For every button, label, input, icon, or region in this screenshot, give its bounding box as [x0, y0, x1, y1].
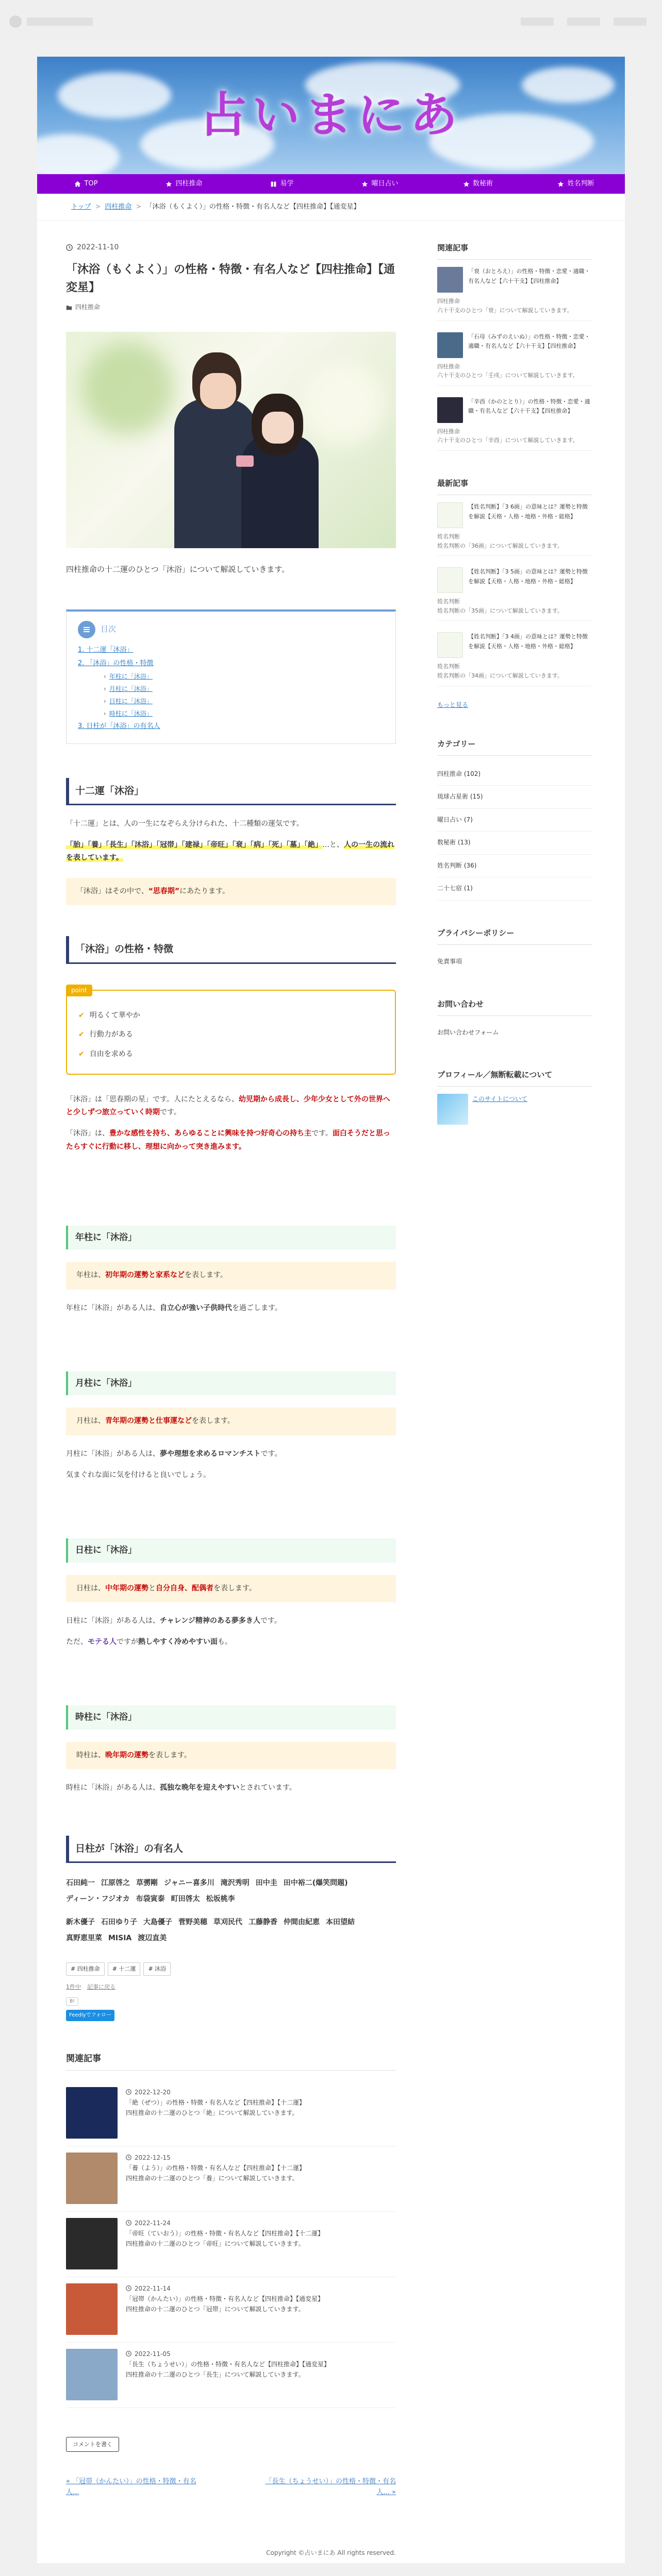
related-title[interactable]: 「冠帯（かんたい）」の性格・特徴・有名人など【四柱推命】【通変星】: [126, 2295, 324, 2303]
famous-person: 滝沢秀明: [220, 1879, 250, 1888]
related-title[interactable]: 「養（よう）」の性格・特徴・有名人など【四柱推命】【十二運】: [126, 2164, 306, 2172]
table-of-contents: [66, 609, 396, 744]
paragraph: 年柱に「沐浴」がある人は、自立心が強い子供時代を過ごします。: [66, 1303, 282, 1312]
info-box: 日柱は、中年期の運勢と自分自身、配偶者を表します。: [66, 1575, 396, 1602]
sidebar-item-category: 四柱推命: [437, 363, 460, 370]
breadcrumb-category[interactable]: 四柱推命: [105, 203, 132, 211]
post-title: 「沐浴（もくよく）」の性格・特徴・有名人など【四柱推命】【通変星】: [66, 263, 395, 294]
related-item[interactable]: [66, 2277, 396, 2343]
info-box: 「沐浴」はその中で、“思春期”にあたります。: [66, 878, 396, 905]
famous-person: 松坂桃李: [206, 1895, 235, 1904]
paragraph: 日柱に「沐浴」がある人は、チャレンジ精神のある夢多き人です。: [66, 1616, 282, 1625]
share-link[interactable]: 1件中: [66, 1984, 81, 1991]
sidebar-item-title[interactable]: 「辛酉（かのととり）」の性格・特徴・恋愛・適職・有名人など【六十干支】【四柱推命】: [468, 398, 590, 415]
paragraph: 「胎」「養」「長生」「沐浴」「冠帯」「建禄」「帝旺」「衰」「病」「死」「墓」「絶」…と、人の一生の流れを表しています。: [66, 840, 394, 862]
paragraph: 時柱に「沐浴」がある人は、孤独な晩年を迎えやすいとされています。: [66, 1783, 296, 1792]
famous-person: 江原啓之: [101, 1879, 130, 1888]
section-heading: 「沐浴」の性格・特徴: [66, 936, 396, 963]
post-lead: 四柱推命の十二運のひとつ「沐浴」について解説していきます。: [66, 564, 290, 574]
sidebar-thumbnail: [437, 332, 463, 358]
toc-item[interactable]: 1. 十二運「沐浴」: [78, 646, 134, 654]
main-content: [66, 241, 396, 2498]
related-thumbnail: [66, 2349, 118, 2400]
sidebar-item-desc: 六十干支のひとつ「辛酉」について解説していきます。: [437, 437, 578, 444]
clock-icon: [126, 2285, 131, 2291]
sidebar-thumbnail: [437, 502, 463, 528]
more-link[interactable]: もっと見る: [437, 701, 469, 708]
sidebar-item-title[interactable]: 【姓名判断】「3 4画」の意味とは？運勢と特徴を解説【天格・人格・地格・外格・総格】: [468, 633, 588, 650]
nav-item[interactable]: [331, 174, 429, 194]
related-date: 2022-11-14: [135, 2284, 171, 2292]
check-icon: ✔: [78, 1011, 85, 1020]
nav-label: TOP: [84, 180, 98, 188]
toc-subitem[interactable]: › 月柱に「沐浴」: [104, 685, 153, 692]
sidebar-item-desc: 姓名判断の「35画」について解説していきます。: [437, 607, 563, 614]
sidebar-item-desc: 姓名判断の「36画」について解説していきます。: [437, 542, 563, 549]
sidebar-item-category: 姓名判断: [437, 663, 460, 670]
sidebar-item-desc: 姓名判断の「34画」について解説していきます。: [437, 672, 563, 679]
site-logo[interactable]: 占いまにあ: [199, 88, 463, 143]
clock-icon: [126, 2089, 131, 2095]
related-date: 2022-11-24: [135, 2219, 171, 2227]
famous-person: 草刈民代: [213, 1918, 242, 1926]
global-nav: [37, 174, 625, 194]
sidebar-thumbnail: [437, 632, 463, 658]
famous-person: 石田純一: [66, 1879, 95, 1888]
post-pager: [66, 2477, 396, 2498]
sidebar-item-title[interactable]: 【姓名判断】「3 6画」の意味とは？運勢と特徴を解説【天格・人格・地格・外格・総格】: [468, 503, 588, 520]
nav-item[interactable]: [527, 174, 625, 194]
site-header[interactable]: [37, 57, 625, 174]
related-list: [66, 2081, 396, 2408]
sidebar-title: カテゴリー: [437, 737, 592, 756]
folder-icon: [66, 304, 72, 311]
tag[interactable]: # 十二運: [108, 1962, 141, 1976]
sidebar-thumbnail: [437, 567, 463, 593]
browser-top-bar: [0, 0, 662, 41]
related-desc: 四柱推命の十二運のひとつ「絶」について解説していきます。: [126, 2109, 299, 2117]
home-icon: [74, 181, 81, 188]
point-item: 行動力がある: [89, 1030, 133, 1039]
related-title[interactable]: 「長生（ちょうせい）」の性格・特徴・有名人など【四柱推命】【通変星】: [126, 2361, 330, 2368]
star-icon: [557, 181, 564, 188]
point-label: point: [66, 985, 92, 997]
section-heading: 日柱が「沐浴」の有名人: [66, 1836, 396, 1863]
sidebar-related-item[interactable]: [437, 332, 592, 362]
tag-list: [66, 1962, 396, 1976]
clock-icon: [126, 2220, 131, 2226]
category-link[interactable]: 二十七宿 (1): [437, 877, 592, 901]
site-title-placeholder: [27, 18, 93, 26]
famous-person: 田中圭: [255, 1879, 277, 1888]
check-icon: ✔: [78, 1050, 85, 1059]
related-item[interactable]: [66, 2212, 396, 2277]
about-link[interactable]: このサイトについて: [472, 1095, 527, 1103]
sidebar-title: プロフィール／無断転載について: [437, 1068, 592, 1087]
toc-title: 目次: [101, 624, 117, 634]
sidebar-item-category: 姓名判断: [437, 533, 460, 540]
sidebar-title: お問い合わせ: [437, 997, 592, 1016]
sidebar-recent-item[interactable]: [437, 632, 592, 662]
nav-item[interactable]: [429, 174, 527, 194]
sidebar-title: プライバシーポリシー: [437, 926, 592, 945]
related-item[interactable]: [66, 2146, 396, 2212]
clock-icon: [126, 2351, 131, 2357]
info-box: 時柱は、晩年期の運勢を表します。: [66, 1742, 396, 1769]
top-menu-placeholder[interactable]: [521, 18, 554, 26]
check-icon: ✔: [78, 1030, 85, 1039]
eyecatch-image: [66, 332, 396, 548]
related-desc: 四柱推命の十二運のひとつ「帝旺」について解説していきます。: [126, 2240, 305, 2248]
nav-item[interactable]: [233, 174, 331, 194]
related-date: 2022-12-15: [135, 2154, 171, 2161]
subsection-heading: 時柱に「沐浴」: [66, 1705, 396, 1730]
clock-icon: [126, 2155, 131, 2160]
famous-person: 工藤静香: [249, 1918, 277, 1926]
paragraph: ただ、モテる人ですが熱しやすく冷めやすい面も。: [66, 1637, 232, 1646]
famous-person: 本田望結: [326, 1918, 355, 1926]
post-date: 2022-11-10: [77, 243, 119, 252]
famous-person: 渡辺直美: [138, 1934, 167, 1942]
nav-label: 曜日占い: [371, 180, 399, 188]
famous-list: [66, 1875, 396, 1946]
toc-item[interactable]: 3. 日柱が「沐浴」の有名人: [78, 722, 160, 730]
point-item: 自由を求める: [89, 1050, 133, 1059]
top-menu-placeholder[interactable]: [614, 18, 647, 26]
copyright: Copyright ©占いまにあ All rights reserved.: [266, 2549, 396, 2557]
prev-post-link[interactable]: « 「冠帯（かんたい）」の性格・特徴・有名人...: [66, 2478, 196, 2497]
nav-item[interactable]: [37, 174, 135, 194]
breadcrumb: トップ > 四柱推命 > 「沐浴（もくよく）」の性格・特徴・有名人など【四柱推命】【通変星】: [37, 194, 625, 221]
paragraph: 「十二運」とは、人の一生になぞらえ分けられた、十二種類の運気です。: [66, 819, 304, 828]
toc-item[interactable]: 2. 「沐浴」の性格・特徴: [78, 659, 154, 667]
breadcrumb-current: 「沐浴（もくよく）」の性格・特徴・有名人など【四柱推命】【通変星】: [145, 203, 360, 211]
sidebar-item-title[interactable]: 「衰（おとろえ）」の性格・特徴・恋愛・適職・有名人など【六十干支】【四柱推命】: [468, 268, 590, 285]
toc-subitem[interactable]: › 時柱に「沐浴」: [104, 710, 153, 717]
related-title[interactable]: 「絶（ぜつ）」の性格・特徴・有名人など【四柱推命】【十二運】: [126, 2099, 306, 2107]
list-icon: [78, 621, 95, 638]
sidebar-item-title[interactable]: 【姓名判断】「3 5画」の意味とは？運勢と特徴を解説【天格・人格・地格・外格・総格】: [468, 568, 588, 585]
profile-image: [437, 1094, 468, 1125]
star-icon: [166, 181, 172, 188]
related-desc: 四柱推命の十二運のひとつ「長生」について解説していきます。: [126, 2371, 305, 2379]
sidebar-item-category: 姓名判断: [437, 598, 460, 605]
category-link[interactable]: 姓名判断 (36): [437, 855, 592, 878]
nav-label: 四柱推命: [175, 180, 203, 188]
feedly-follow-button[interactable]: Feedlyでフォロー: [66, 2010, 114, 2021]
info-box: 年柱は、初年期の運勢と家系などを表します。: [66, 1262, 396, 1289]
book-icon: [270, 181, 277, 188]
paragraph: 「沐浴」は、豊かな感性を持ち、あらゆることに興味を持つ好奇心の持ち主です。面白そうだと思ったらすぐに行動に移し、理想に向かって突き進みます。: [66, 1129, 390, 1151]
sidebar-related-item[interactable]: [437, 397, 592, 427]
category-link[interactable]: 数秘術 (13): [437, 832, 592, 855]
page-wrapper: [37, 57, 625, 2563]
category-link[interactable]: 曜日占い (7): [437, 809, 592, 832]
next-post-link[interactable]: 「長生（ちょうせい）」の性格・特徴・有名人... »: [265, 2478, 396, 2497]
famous-person: MISIA: [108, 1934, 132, 1942]
point-box: [66, 986, 396, 1075]
sidebar-item-desc: 六十干支のひとつ「衰」について解説していきます。: [437, 307, 573, 314]
privacy-link[interactable]: 免責事項: [437, 958, 462, 965]
nav-label: 姓名判断: [567, 180, 594, 188]
related-thumbnail: [66, 2087, 118, 2139]
tag[interactable]: # 四柱推命: [66, 1962, 105, 1976]
section-heading: 十二運「沐浴」: [66, 778, 396, 805]
contact-link[interactable]: お問い合わせフォーム: [437, 1028, 499, 1036]
paragraph: 月柱に「沐浴」がある人は、夢や理想を求めるロマンチストです。: [66, 1449, 282, 1458]
related-date: 2022-12-20: [135, 2088, 171, 2096]
post-category-link[interactable]: 四柱推命: [75, 303, 101, 311]
top-menu-placeholder[interactable]: [567, 18, 600, 26]
famous-person: ジャニー喜多川: [164, 1879, 214, 1888]
point-item: 明るくて華やか: [89, 1011, 140, 1020]
related-desc: 四柱推命の十二運のひとつ「養」について解説していきます。: [126, 2175, 299, 2182]
famous-person: 真野恵里菜: [66, 1934, 102, 1942]
famous-person: 新木優子: [66, 1918, 95, 1926]
related-thumbnail: [66, 2153, 118, 2204]
nav-label: 易学: [280, 180, 294, 188]
famous-person: 菅野美穂: [178, 1918, 207, 1926]
related-heading: 関連記事: [66, 2051, 396, 2071]
paragraph: 「沐浴」は「思春期の星」です。人にたとえるなら、幼児期から成長し、少年少女として外の世界へと少しずつ旅立っていく時期です。: [66, 1095, 390, 1117]
famous-person: 町田啓太: [171, 1895, 200, 1904]
related-thumbnail: [66, 2218, 118, 2269]
toc-subitem[interactable]: › 日柱に「沐浴」: [104, 698, 153, 705]
sidebar-thumbnail: [437, 267, 463, 293]
clock-icon: [66, 244, 73, 251]
sidebar: [437, 241, 592, 2498]
famous-person: 田中裕二(爆笑問題): [283, 1879, 348, 1888]
related-thumbnail: [66, 2283, 118, 2335]
famous-person: 草彅剛: [136, 1879, 158, 1888]
related-item[interactable]: [66, 2081, 396, 2146]
sidebar-title: 最新記事: [437, 477, 592, 495]
sidebar-item-desc: 六十干支のひとつ「壬戌」について解説していきます。: [437, 372, 578, 379]
sidebar-recent-item[interactable]: [437, 567, 592, 597]
info-box: 月柱は、青年期の運勢と仕事運などを表します。: [66, 1408, 396, 1435]
sidebar-related-item[interactable]: [437, 267, 592, 297]
famous-person: 布袋寅泰: [136, 1895, 165, 1904]
toc-subitem[interactable]: › 年柱に「沐浴」: [104, 673, 153, 680]
subsection-heading: 月柱に「沐浴」: [66, 1371, 396, 1396]
sidebar-thumbnail: [437, 397, 463, 423]
famous-person: 大島優子: [143, 1918, 172, 1926]
site-favicon: [9, 15, 22, 28]
star-icon: [463, 181, 470, 188]
paragraph: 気まぐれな面に気を付けると良いでしょう。: [66, 1470, 210, 1479]
share-link[interactable]: 記事に戻る: [87, 1984, 115, 1991]
category-link[interactable]: 四柱推命 (102): [437, 763, 592, 786]
nav-label: 数秘術: [472, 180, 493, 188]
related-title[interactable]: 「帝旺（ていおう）」の性格・特徴・有名人など【四柱推命】【十二運】: [126, 2230, 324, 2238]
sidebar-item-title[interactable]: 「石母（みずのえいぬ）」の性格・特徴・恋愛・適職・有名人など【六十干支】【四柱推命】: [468, 333, 590, 350]
sidebar-item-category: 四柱推命: [437, 298, 460, 305]
sidebar-item-category: 四柱推命: [437, 428, 460, 435]
subsection-heading: 日柱に「沐浴」: [66, 1538, 396, 1563]
sidebar-recent-item[interactable]: [437, 502, 592, 532]
famous-person: 石田ゆり子: [101, 1918, 137, 1926]
nav-item[interactable]: [135, 174, 233, 194]
sidebar-title: 関連記事: [437, 241, 592, 260]
famous-person: ディーン・フジオカ: [66, 1895, 130, 1904]
star-icon: [361, 181, 368, 188]
related-item[interactable]: [66, 2343, 396, 2408]
tag[interactable]: # 沐浴: [143, 1962, 171, 1976]
hatena-bookmark-button[interactable]: B!: [66, 1997, 78, 2006]
category-link[interactable]: 琉球占星術 (15): [437, 786, 592, 809]
related-date: 2022-11-05: [135, 2350, 171, 2358]
famous-person: 仲間由紀恵: [284, 1918, 320, 1926]
comment-button[interactable]: コメントを書く: [66, 2437, 119, 2452]
subsection-heading: 年柱に「沐浴」: [66, 1226, 396, 1250]
related-desc: 四柱推命の十二運のひとつ「冠帯」について解説していきます。: [126, 2306, 305, 2313]
breadcrumb-home[interactable]: トップ: [71, 203, 91, 211]
